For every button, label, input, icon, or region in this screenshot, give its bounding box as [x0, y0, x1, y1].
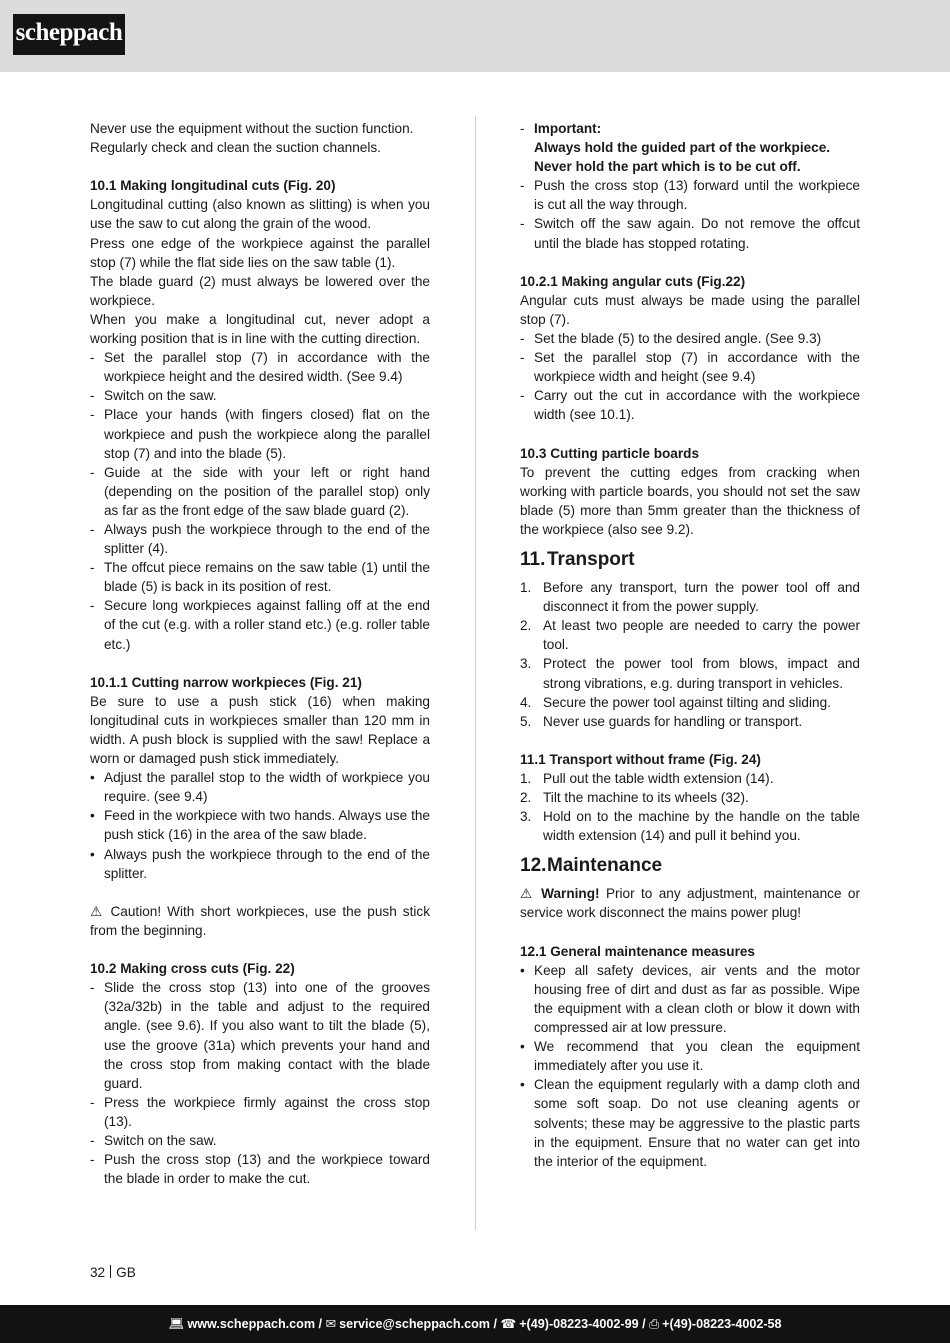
page-number — [90, 1265, 136, 1280]
dash-list — [90, 978, 430, 1188]
right-column — [520, 119, 860, 1171]
numbered-list — [520, 769, 860, 845]
column-divider — [475, 116, 476, 1230]
left-column — [90, 119, 430, 1188]
list-item: 2. At least two people are needed to carry the power tool. — [520, 618, 860, 653]
list-item: - Switch on the saw. — [90, 388, 217, 404]
list-item: 1. Pull out the table width extension (14). — [520, 771, 774, 786]
bullet-list — [520, 961, 860, 1171]
computer-icon: 💻︎ — [168, 1317, 185, 1331]
list-item: 1. Before any transport, turn the power tool off and disconnect it from the power supply. — [520, 580, 860, 615]
paragraph: Angular cuts must always be made using the parallel stop (7). — [520, 292, 860, 327]
paragraph: The blade guard (2) must always be lowered over the workpiece. — [90, 273, 430, 308]
list-item: - The offcut piece remains on the saw table (1) until the blade (5) is back in its position of rest. — [90, 560, 430, 595]
list-item: 3. Protect the power tool from blows, impact and strong vibrations, e.g. during transport in vehicles. — [520, 656, 860, 691]
list-item: • Clean the equipment regularly with a damp cloth and some soft soap. Do not use cleaning agents or solvents; these may be aggressive to the plastic parts in the equipment. Ensure that no water can get into the interior of the equipment. — [520, 1077, 860, 1169]
list-item: - Push the cross stop (13) and the workpiece toward the blade in order to make the cut. — [90, 1152, 430, 1187]
section-heading: 11.1 Transport without frame (Fig. 24) — [520, 751, 761, 767]
footer-mail[interactable]: service@scheppach.com / — [339, 1317, 498, 1331]
section-heading: 10.2 Making cross cuts (Fig. 22) — [90, 961, 295, 977]
mail-icon: ✉ — [325, 1317, 337, 1331]
page-number-value: 32 — [90, 1265, 106, 1280]
list-item: - Guide at the side with your left or right hand (depending on the position of the parallel stop) only as far as the front edge of the saw blade guard (2). — [90, 464, 430, 518]
list-item: • Keep all safety devices, air vents and the motor housing free of dirt and dust as far as possible. Wipe the equipment with a clean cloth or blow it down with compressed air at low pressure. — [520, 962, 860, 1036]
page-language: GB — [116, 1265, 136, 1280]
list-item: - Press the workpiece firmly against the cross stop (13). — [90, 1094, 430, 1129]
fax-icon: ⎙ — [649, 1317, 660, 1331]
section-heading: 10.2.1 Making angular cuts (Fig.22) — [520, 273, 746, 289]
footer-web[interactable]: www.scheppach.com / — [187, 1317, 323, 1331]
list-item: - Place your hands (with fingers closed) flat on the workpiece and push the workpiece along the parallel stop (7) and into the blade (5). — [90, 407, 430, 461]
footer-phone: +(49)-08223-4002-99 / — [519, 1317, 646, 1331]
paragraph: To prevent the cutting edges from cracking when working with particle boards, you should not set the saw blade (5) more than 5mm greater than the thickness of the workpiece (also see 9.2). — [520, 464, 860, 537]
paragraph: Be sure to use a push stick (16) when making longitudinal cuts in workpieces smaller than 120 mm in width. A push block is supplied with the saw! Replace a worn or damaged push stick immediately. — [90, 693, 430, 767]
list-item: - Set the parallel stop (7) in accordance with the workpiece width and height (see 9.4) — [520, 350, 860, 385]
paragraph: Press one edge of the workpiece against the parallel stop (7) while the flat side lies on the saw table (1). — [90, 235, 430, 270]
warning-note: ⚠ Warning! Prior to any adjustment, maintenance or service work disconnect the mains power plug! — [520, 886, 860, 921]
paragraph: When you make a longitudinal cut, never adopt a working position that is in line with the cutting direction. — [90, 311, 430, 347]
dash-list — [90, 348, 430, 654]
list-item: • Feed in the workpiece with two hands. Always use the push stick (16) in the area of the saw blade. — [90, 808, 430, 843]
header-band — [0, 0, 950, 72]
list-item: 5. Never use guards for handling or transport. — [520, 713, 803, 729]
section-heading: 10.1.1 Cutting narrow workpieces (Fig. 21) — [90, 674, 362, 690]
footer-fax: +(49)-08223-4002-58 — [662, 1317, 782, 1331]
section-heading: 12.1 General maintenance measures — [520, 943, 755, 959]
important-note: - Important: Always hold the guided part of the workpiece. Never hold the part which is to be cut off. — [520, 121, 831, 175]
bullet-list — [90, 768, 430, 883]
section-heading: 10.1 Making longitudinal cuts (Fig. 20) — [90, 178, 336, 194]
list-item: 3. Hold on to the machine by the handle on the table width extension (14) and pull it behind you. — [520, 809, 860, 844]
list-item: - Always push the workpiece through to the end of the splitter (4). — [90, 521, 430, 557]
list-item: - Push the cross stop (13) forward until the workpiece is cut all the way through. — [520, 178, 860, 213]
footer-bar — [0, 1305, 950, 1343]
list-item: - Switch off the saw again. Do not remove the offcut until the blade has stopped rotating. — [520, 216, 860, 251]
dash-list — [520, 119, 860, 253]
dash-list — [520, 329, 860, 424]
list-item: • Adjust the parallel stop to the width of workpiece you require. (see 9.4) — [90, 770, 430, 805]
intro-line: Never use the equipment without the suction function. — [90, 121, 414, 136]
list-item: - Secure long workpieces against falling off at the end of the cut (e.g. with a roller stand etc.) (e.g. roller table etc.) — [90, 598, 430, 652]
list-item: 4. Secure the power tool against tilting and sliding. — [520, 694, 831, 710]
list-item: - Switch on the saw. — [90, 1132, 217, 1148]
section-heading: 10.3 Cutting particle boards — [520, 445, 700, 461]
chapter-heading: 11.Transport — [520, 549, 635, 571]
list-item: - Set the parallel stop (7) in accordance with the workpiece height and the desired width. (See 9.4) — [90, 350, 430, 385]
list-item: • Always push the workpiece through to the end of the splitter. — [90, 846, 430, 881]
list-item: • We recommend that you clean the equipment immediately after you use it. — [520, 1039, 860, 1074]
caution-note: ⚠ Caution! With short workpieces, use the push stick from the beginning. — [90, 903, 430, 938]
list-item: - Set the blade (5) to the desired angle. (See 9.3) — [520, 331, 822, 347]
intro-line: Regularly check and clean the suction channels. — [90, 140, 381, 156]
phone-icon: ☎ — [500, 1317, 517, 1331]
paragraph: Longitudinal cutting (also known as slitting) is when you use the saw to cut along the grain of the wood. — [90, 197, 430, 232]
list-item: - Carry out the cut in accordance with the workpiece width (see 10.1). — [520, 388, 860, 423]
numbered-list — [520, 578, 860, 731]
chapter-heading: 12.Maintenance — [520, 855, 663, 877]
brand-logo: scheppach — [13, 14, 125, 55]
list-item: - Slide the cross stop (13) into one of the grooves (32a/32b) in the table and adjust to the required angle. (see 9.6). If you also want to tilt the blade (5), use the groove (31a) which prevents your hand and the cross stop from making contact with the blade guard. — [90, 980, 430, 1091]
list-item: 2. Tilt the machine to its wheels (32). — [520, 790, 749, 806]
